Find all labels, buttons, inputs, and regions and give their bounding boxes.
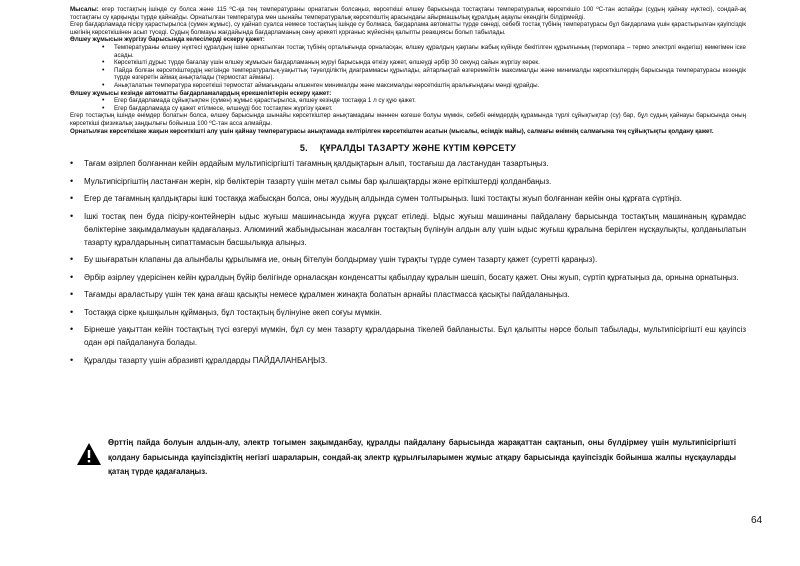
list-item: • Бірнеше уақыттан кейін тостақтың түсі өзгеруі мүмкін, бұл су мен тазарту құралдарына тікелей байланысты. Бұл қалыпты нәрсе болып табылады, мультипісіргішті еш қауіпсіз одан әрі пайдалануға болады. — [84, 323, 746, 349]
cooking-program-paragraph: Егер бағдарламада пісіру қарастырылса (сумен жұмыс), су қайнап суалса немесе тостақтың ішінде су болмаса, бағдарлама автоматты түрде сөнеді, себебі тостақ түбінің температурасы бұл бағдарлама үшін қарастырылған қауіпсіздік шегінің көрсеткішінен асып түседі. Судың болмауы жағдайында бағдарламаның сөну әрекеті қорғаныс жүйесінің қалыпты реакциясы болып табылады. — [70, 21, 746, 36]
page-number: 64 — [751, 515, 763, 526]
cleaning-instructions-list — [70, 157, 746, 367]
list-item: • Пайда болған көрсеткіштердің негізінде температуралық-уақыттық тәуелділіктің диаграммасы құрылады, айтарлықтай өзгеремейтін максималды және минималды көрсеткіштердің барысында температурасы кезеңдік түрде өзгеретін аймақ анықталады (термостат аймағы). — [114, 67, 746, 82]
list-item: • Температураны өлшеу нүктесі құралдың ішіне орнатылған тостақ түбінің орталығында орналасқан, өлшеу құралдың қақпағы жабық күйінде бекітілген құрылғының (термопара – термо электрлі өндегіш) көмегімен іске асады. — [114, 44, 746, 59]
list-item: • Әрбір әзірлеу үдерісінен кейін құралдың бүйір бөлігінде орналасқан конденсатты қабылдау құралын шешіп, босату қажет. Оны жуып, сүртіп құрғатыңыз да, орнына орнатыңыз. — [84, 271, 746, 284]
list-item: • Ішкі тостақ пен буда пісіру-контейнерін ыдыс жуғыш машинасында жууға рұқсат етіледі. Ыдыс жуғыш машинаны пайдалану барысында тостақтың машинаның құрамдас бөліктеріне зақымдалмауын қадағалаңыз. Алюминий жабындысынан жасалған тостақтың бүлінуін алдын алу үшін ыдыс жуғыш құралына берілген нұсқаулықты, қолданылатын тазарту құралдарының сипаттамасын басшылыққа алыңыз. — [84, 210, 746, 249]
section-number: 5. — [299, 143, 308, 154]
measurement-notes — [70, 6, 746, 135]
list-item: • Тағамды араластыру үшін тек қана ағаш қасықты немесе құралмен жинақта болатын арнайы пластмасса қасықты пайдаланыңыз. — [84, 288, 746, 301]
warning-triangle-icon — [76, 442, 102, 466]
liquid-advice-paragraph: Орнатылған көрсеткішке жақын көрсеткішті алу үшін қайнау температурасы анықтамада келтірілген көрсеткіштен асатын (мысалы, өсімдік майы), салмағы өнімнің салмағына тең сұйықтықты қолдану қажет. — [70, 127, 714, 135]
products-paragraph: Егер тостақтың ішінде өнімдер болатын болса, өлшеу барысында шынайы көрсеткіштер анықтамадағы мәннен өзгеше болуы мүмкін, себебі өнімдердің құрамында түрлі сұйықтықтар (су) бар, бұл судың қайнауы барысында оның көрсеткіші физикалық заңдылығы бойынша 100 ºС-тан асса алмайды. — [70, 112, 746, 127]
example-label: Мысалы: — [70, 6, 99, 13]
measurement-heading: Өлшеу жұмысын жүргізу барысында келесілерді ескеру қажет: — [70, 36, 265, 44]
warning-text: Өрттің пайда болуын алдын-алу, электр тогымен зақымданбау, құралды пайдалану барысында жарақаттан сақтанып, оны бүлдірмеу үшін мультипісіргішті қолдану барысында қауіпсіздіктің негізгі шараларын, сондай-ақ электр құрылғыларымен жұмыс атқару барысында қауіпсіздік бойынша жалпы нұсқауларды қатаң түрде қадағалаңыз. — [108, 438, 736, 476]
document-page — [70, 6, 746, 371]
list-item: • Егер бағдарламада су қажет етілмесе, өлшеуді бос тостақпен жүргізу қажет. — [114, 105, 746, 113]
list-item: • Егер бағдарламада сұйықтықпен (сумен) жұмыс қарастырылса, өлшеу кезінде тостаққа 1 л су құю қажет. — [114, 97, 746, 105]
example-paragraph — [70, 6, 746, 21]
auto-program-heading: Өлшеу жұмысы кезінде автоматты бағдарламалардың ерекшеліктерін ескеру қажет: — [70, 89, 332, 97]
example-text: егер тостақтың ішінде су болса және 115 ºС-қа тең температураны орнататын болсаңыз, көрсеткіші өлшеу барысында тостақтағы температуралық көрсеткішіо 100 ºС-тан аспайды (судың қайнау нүктесі), сондай-ақ тостақтағы су қарқынды түрде қайнайды. Орнатылған температура мен шынайы температуралық көрсеткіштің арасындағы айырмашылық құралдың ақаулы екендігін білдірмейді. — [70, 6, 746, 21]
section-heading — [70, 143, 746, 153]
list-item: • Мультипісіргіштің ластанған жерін, кір бөліктерін тазарту үшін метал сымы бар қылшақтарды және еріткіштерді қолданбаңыз. — [84, 175, 746, 188]
list-item: • Көрсеткішті дұрыс түрде бағалау үшін өлшеу жұмысын бағдарламаның жүруі барысында өткізу қажет, өлшеуді әрбір 30 секунд сайын жүргізу керек. — [114, 59, 746, 67]
list-item: • Егер де тағамның қалдықтары ішкі тостаққа жабысқан болса, оны жуудың алдында сумен толтырыңыз. Ішкі тостақты жуып болғаннан кейін оны құрғата сүртіңіз. — [84, 192, 746, 205]
list-item: • Тостаққа сірке қышқылын құймаңыз, бұл тостақтың бүлінуіне әкеп соғуы мүмкін. — [84, 306, 746, 319]
safety-warning — [76, 436, 736, 480]
list-item: • Тағам әзірлеп болғаннан кейін әрдайым мультипісіргішті тағамның қалдықтарын алып, тостағыш да ластанудан тазартыңыз. — [84, 157, 746, 170]
measurement-list — [70, 44, 746, 90]
list-item: • Анықталатын температура көрсеткіші термостат аймағындағы өлшенген минималды және максималды көрсеткіштің аралығындағы мәнді құрайды. — [114, 82, 746, 90]
list-item: • Бу шығаратын клапаны да алынбалы құрылымға ие, оның бітелуін болдырмау үшін тұрақты түрде сумен тазарту қажет (суретті қараңыз). — [84, 253, 746, 266]
auto-program-list — [70, 97, 746, 112]
list-item: • Құралды тазарту үшін абразивті құралдарды ПАЙДАЛАНБАҢЫЗ. — [84, 354, 746, 367]
section-title: ҚҰРАЛДЫ ТАЗАРТУ ЖӘНЕ КҮТІМ КӨРСЕТУ — [319, 143, 517, 154]
